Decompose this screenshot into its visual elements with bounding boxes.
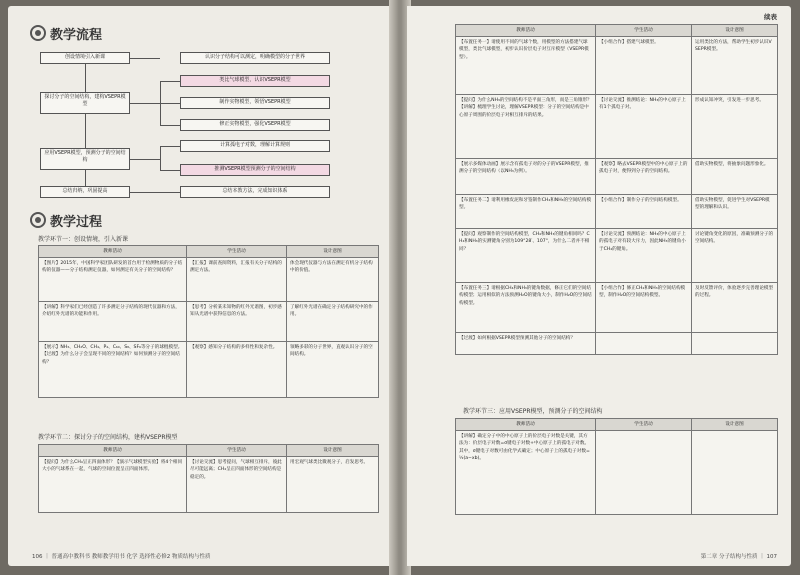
column-header: 教师活动 bbox=[39, 445, 187, 457]
table-row bbox=[456, 431, 778, 515]
table-cell: 【观察】略去VSEPR模型中的中心原子上的孤电子对，便得到分子的空间结构。 bbox=[596, 159, 692, 195]
flow-connector bbox=[160, 103, 180, 104]
flow-main-box: 总结归纳，巩固提高 bbox=[40, 186, 130, 198]
table-cell: 【提问】为什么NH₃的空间结构不是平面三角形，而是三角锥形？【讲解】梳理学生讨论，理解VSEPR模型：分子的空间结构是中心原子周围的价层电子对相互排斥的结果。 bbox=[456, 95, 596, 159]
flow-connector bbox=[160, 125, 180, 126]
table-row bbox=[456, 195, 778, 229]
section-bullet-icon bbox=[30, 212, 46, 228]
table-cell: 【讲解】确定分子中的中心原子上的价层电子对数是关键，其方法为：价层电子对数=σ键电子对数+中心原子上的孤电子对数。其中，σ键电子对数可由化学式确定；中心原子上的孤电子对数=½(a−xb)。 bbox=[456, 431, 596, 515]
column-header: 学生活动 bbox=[187, 445, 287, 457]
table-cell: 【讨论交流】推测结论：NH₃的中心原子上有1个孤电子对。 bbox=[596, 95, 692, 159]
table-cell bbox=[596, 333, 692, 355]
flow-main-box: 创设情境引入新课 bbox=[40, 52, 130, 64]
table-row bbox=[39, 342, 379, 398]
table-cell: 【过渡】如何根据VSEPR模型预测其他分子的空间结构？ bbox=[456, 333, 596, 355]
table-row bbox=[39, 457, 379, 513]
flow-connector bbox=[85, 170, 86, 186]
table-cell: 借助实物模型，促进学生对VSEPR模型的理解和认识。 bbox=[692, 195, 778, 229]
column-header: 设计意图 bbox=[692, 419, 778, 431]
section-title-flow: 教学流程 bbox=[30, 24, 102, 43]
stage-heading: 教学环节一：创设情境，引入新课 bbox=[38, 236, 129, 243]
right-page bbox=[407, 6, 791, 566]
flow-main-box: 应用VSEPR模型，预测分子的空间结构 bbox=[40, 148, 130, 170]
table-cell: 【小组合作】修正CH₄和NH₃的空间结构模型，制作H₂O的空间结构模型。 bbox=[596, 283, 692, 333]
table-header-row bbox=[456, 25, 778, 37]
section-title-process: 教学过程 bbox=[30, 211, 102, 230]
table-row bbox=[39, 302, 379, 342]
table-cell: 【讨论交流】思考提问，气球相互排斥，彼此尽可能远离；CH₄呈正四面体形的空间结构是稳定的。 bbox=[187, 457, 287, 513]
activity-table-3 bbox=[455, 24, 778, 355]
flow-connector bbox=[160, 146, 161, 170]
flow-side-box: 认识分子结构可以测定，明确模型的分子世界 bbox=[180, 52, 330, 64]
table-cell: 讨论键角变化的原因，准确预测分子的空间结构。 bbox=[692, 229, 778, 283]
table-cell: 【图片】2015年，中国科学家团队研发的首台用于检测物质的分子结构的仪器——分子结构测定仪器，如何测定有关分子的空间结构？ bbox=[39, 258, 187, 302]
table-cell: 用宏观气球类比微观分子，启发思考。 bbox=[287, 457, 379, 513]
stage-heading: 教学环节三：应用VSEPR模型，预测分子的空间结构 bbox=[463, 408, 603, 415]
column-header: 教师活动 bbox=[456, 25, 596, 37]
table-row bbox=[456, 333, 778, 355]
column-header: 学生活动 bbox=[596, 25, 692, 37]
table-cell: 【讨论交流】预测结论：NH₃的中心原子上的孤电子对有较大斥力，因此NH₃的键角小于CH₄的键角。 bbox=[596, 229, 692, 283]
table-cell: 【观察】感知分子结构的多样性和复杂性。 bbox=[187, 342, 287, 398]
table-cell: 【讲解】科学家们已经创造了许多测定分子结构的现代仪器和方法，介绍红外光谱的功能和作用。 bbox=[39, 302, 187, 342]
table-cell: 【小组合作】搭建气球模型。 bbox=[596, 37, 692, 95]
table-cell: 【提问】为什么CH₄呈正四面体形？【演示气球模型实验】将4个相同大小的气球系在一起，气球的空间位置呈正四面体形。 bbox=[39, 457, 187, 513]
flow-side-box: 计算孤电子对数，理解计算规则 bbox=[180, 140, 330, 152]
table-cell: 借助实物模型，将抽象问题形象化。 bbox=[692, 159, 778, 195]
flow-side-box: 总结本教方法，完成知识体系 bbox=[180, 186, 330, 198]
continued-label: 续表 bbox=[764, 13, 777, 21]
column-header: 设计意图 bbox=[287, 445, 379, 457]
table-cell: 【提问】观察制作的空间结构模型，CH₄和NH₃的键角相同吗？CH₄和NH₃的实测键角分别为109°28′、107°，为什么二者并不相同？ bbox=[456, 229, 596, 283]
table-cell: 体会现代仪器与方法在测定有机分子结构中的价值。 bbox=[287, 258, 379, 302]
table-header-row bbox=[456, 419, 778, 431]
table-row bbox=[456, 229, 778, 283]
table-cell: 了解红外光谱在确定分子结构研究中的作用。 bbox=[287, 302, 379, 342]
activity-table-4 bbox=[455, 418, 778, 515]
table-header-row bbox=[39, 445, 379, 457]
table-cell bbox=[596, 431, 692, 515]
flow-side-box: 推测VSEPR模型预测分子的空间结构 bbox=[180, 164, 330, 176]
table-cell bbox=[692, 333, 778, 355]
page-footer: 第二章 分子结构与性质 ｜ 107 bbox=[700, 554, 777, 560]
table-row bbox=[456, 159, 778, 195]
table-row bbox=[456, 95, 778, 159]
column-header: 教师活动 bbox=[39, 246, 187, 258]
table-cell: 【布置任务一】请使用不同的气球个数，用模型的方法搭建气球模型，类比气球模型，初步认识价层电子对互斥模型（VSEPR模型）。 bbox=[456, 37, 596, 95]
table-header-row bbox=[39, 246, 379, 258]
flow-connector bbox=[85, 64, 86, 92]
table-cell: 【汇报】课前查阅资料，汇报有关分子结构的测定方法。 bbox=[187, 258, 287, 302]
flow-side-box: 类比气球模型，认识VSEPR模型 bbox=[180, 75, 330, 87]
table-cell bbox=[692, 431, 778, 515]
table-cell: 【布置任务二】请利用橡皮泥和牙签制作CH₄和NH₃的空间结构模型。 bbox=[456, 195, 596, 229]
flow-connector bbox=[160, 81, 180, 82]
flow-side-box: 制作实物模型，领悟VSEPR模型 bbox=[180, 97, 330, 109]
table-cell: 及时反馈评价，体验逐步完善理论模型的过程。 bbox=[692, 283, 778, 333]
table-row bbox=[456, 283, 778, 333]
flow-connector bbox=[160, 170, 180, 171]
table-cell: 【思考】分析某未知物的红外光谱图，初步感知从光谱中获得信息的方法。 bbox=[187, 302, 287, 342]
column-header: 设计意图 bbox=[287, 246, 379, 258]
table-cell: 【布置任务三】请根据CH₄和NH₃的键角数据，修正它们的空间结构模型；运用相似的方法预测H₂O的键角大小，制作H₂O的空间结构模型。 bbox=[456, 283, 596, 333]
table-cell: 【展示多媒体动画】展示含有孤电子对的分子的VSEPR模型，推测分子的空间结构（以NH₃为例）。 bbox=[456, 159, 596, 195]
table-cell: 【展示】NH₃、CH₂O、CH₄、P₄、C₆₀、S₈、SF₆等分子的球棍模型。【过渡】为什么分子会呈现不同的空间结构？如何预测分子的空间结构？ bbox=[39, 342, 187, 398]
table-row bbox=[456, 37, 778, 95]
column-header: 教师活动 bbox=[456, 419, 596, 431]
section-bullet-icon bbox=[30, 25, 46, 41]
flow-connector bbox=[130, 192, 180, 193]
flow-connector bbox=[160, 146, 180, 147]
flow-connector bbox=[130, 159, 160, 160]
activity-table-1 bbox=[38, 245, 379, 398]
page-footer: 106 ｜ 普通高中教科书 教师教学用书 化学 选择性必修2 物质结构与性质 bbox=[32, 554, 211, 560]
table-row bbox=[39, 258, 379, 302]
column-header: 学生活动 bbox=[596, 419, 692, 431]
table-cell: 领略多彩的分子世界，直观认识分子的空间结构。 bbox=[287, 342, 379, 398]
table-cell: 【小组合作】制作分子的空间结构模型。 bbox=[596, 195, 692, 229]
flow-main-box: 探讨分子的空间结构，建构VSEPR模型 bbox=[40, 92, 130, 114]
flow-connector bbox=[130, 58, 160, 59]
flow-side-box: 修正实物模型，强化VSEPR模型 bbox=[180, 119, 330, 131]
table-cell: 运用类比的方法，帮助学生初步认识VSEPR模型。 bbox=[692, 37, 778, 95]
table-cell: 形成认知冲突，引发进一步思考。 bbox=[692, 95, 778, 159]
activity-table-2 bbox=[38, 444, 379, 513]
column-header: 学生活动 bbox=[187, 246, 287, 258]
flow-connector bbox=[85, 114, 86, 148]
flow-connector bbox=[130, 103, 160, 104]
column-header: 设计意图 bbox=[692, 25, 778, 37]
stage-heading: 教学环节二：探讨分子的空间结构，建构VSEPR模型 bbox=[38, 434, 178, 441]
left-page bbox=[8, 6, 391, 566]
